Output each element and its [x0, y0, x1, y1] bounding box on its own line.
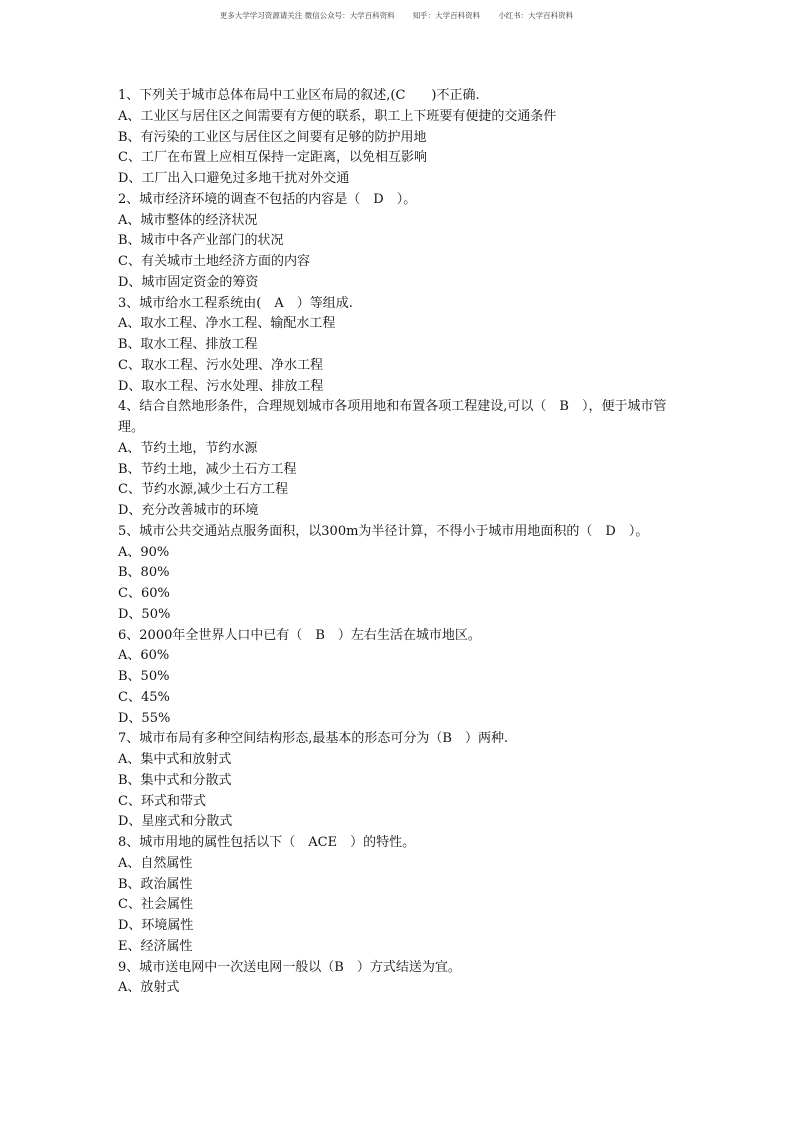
question-option: C、社会属性: [118, 897, 193, 913]
question-option: C、取水工程、污水处理、净水工程: [118, 357, 323, 373]
question-stem: 5、城市公共交通站点服务面积，以300m为半径计算，不得小于城市用地面积的（ D ）。: [118, 523, 649, 539]
question-stem: 8、城市用地的属性包括以下（ ACE ）的特性。: [118, 835, 416, 850]
question-list: [118, 86, 678, 999]
question-option: B、80%: [118, 565, 170, 581]
question-option: A、自然属性: [118, 855, 193, 871]
question-stem: 2、城市经济环境的调查不包括的内容是（ D ）。: [118, 191, 417, 207]
question-option: A、60%: [118, 648, 170, 664]
question-option: D、取水工程、污水处理、排放工程: [118, 378, 324, 394]
question-option: B、节约土地，减少土石方工程: [118, 461, 297, 477]
question-option: D、城市固定资金的筹资: [118, 274, 259, 290]
question-stem: 4、结合自然地形条件，合理规划城市各项用地和布置各项工程建设,可以（ B ），便于城市管理。: [118, 399, 667, 435]
question-option: C、有关城市土地经济方面的内容: [118, 254, 310, 269]
question-option: B、取水工程、排放工程: [118, 337, 258, 352]
question-option: A、90%: [118, 544, 170, 560]
question-option: C、环式和带式: [118, 793, 206, 809]
header-xiaohongshu: 小红书：大学百科资料: [498, 11, 574, 20]
question-option: B、50%: [118, 669, 170, 684]
question-option: E、经济属性: [118, 938, 193, 954]
question-stem: 7、城市布局有多种空间结构形态,最基本的形态可分为（B ）两种.: [118, 731, 509, 747]
question-option: C、60%: [118, 586, 170, 601]
question-stem: 9、城市送电网中一次送电网一般以（B ）方式结送为宜。: [118, 959, 461, 975]
question-option: A、集中式和放射式: [118, 752, 232, 767]
header-promo: 更多大学学习资源请关注 微信公众号：大学百科资料: [219, 11, 395, 20]
header-zhihu: 知乎：大学百科资料: [412, 11, 481, 20]
question-option: B、城市中各产业部门的状况: [118, 233, 284, 249]
question-option: C、节约水源,减少土石方工程: [118, 482, 289, 498]
question-option: A、取水工程、净水工程、输配水工程: [118, 316, 336, 332]
page-header: [0, 10, 793, 21]
question-option: B、集中式和分散式: [118, 772, 232, 788]
question-option: D、55%: [118, 710, 171, 726]
question-option: D、50%: [118, 606, 171, 622]
question-option: C、45%: [118, 689, 170, 705]
question-option: D、充分改善城市的环境: [118, 503, 259, 518]
question-option: B、政治属性: [118, 876, 193, 892]
question-option: D、工厂出入口避免过多地干扰对外交通: [118, 171, 350, 186]
question-option: A、节约土地，节约水源: [118, 440, 258, 456]
question-option: A、城市整体的经济状况: [118, 212, 258, 228]
question-option: B、有污染的工业区与居住区之间要有足够的防护用地: [118, 129, 427, 145]
question-option: D、星座式和分散式: [118, 814, 233, 830]
question-stem: 3、城市给水工程系统由( A ）等组成.: [118, 295, 353, 311]
question-stem: 6、2000年全世界人口中已有（ B ）左右生活在城市地区。: [118, 627, 481, 643]
question-option: D、环境属性: [118, 918, 194, 933]
question-option: C、工厂在布置上应相互保持一定距离，以免相互影响: [118, 150, 427, 166]
question-option: A、放射式: [118, 980, 180, 996]
question-stem: 1、下列关于城市总体布局中工业区布局的叙述,(C )不正确.: [118, 88, 480, 103]
question-option: A、工业区与居住区之间需要有方便的联系，职工上下班要有便捷的交通条件: [118, 108, 557, 124]
